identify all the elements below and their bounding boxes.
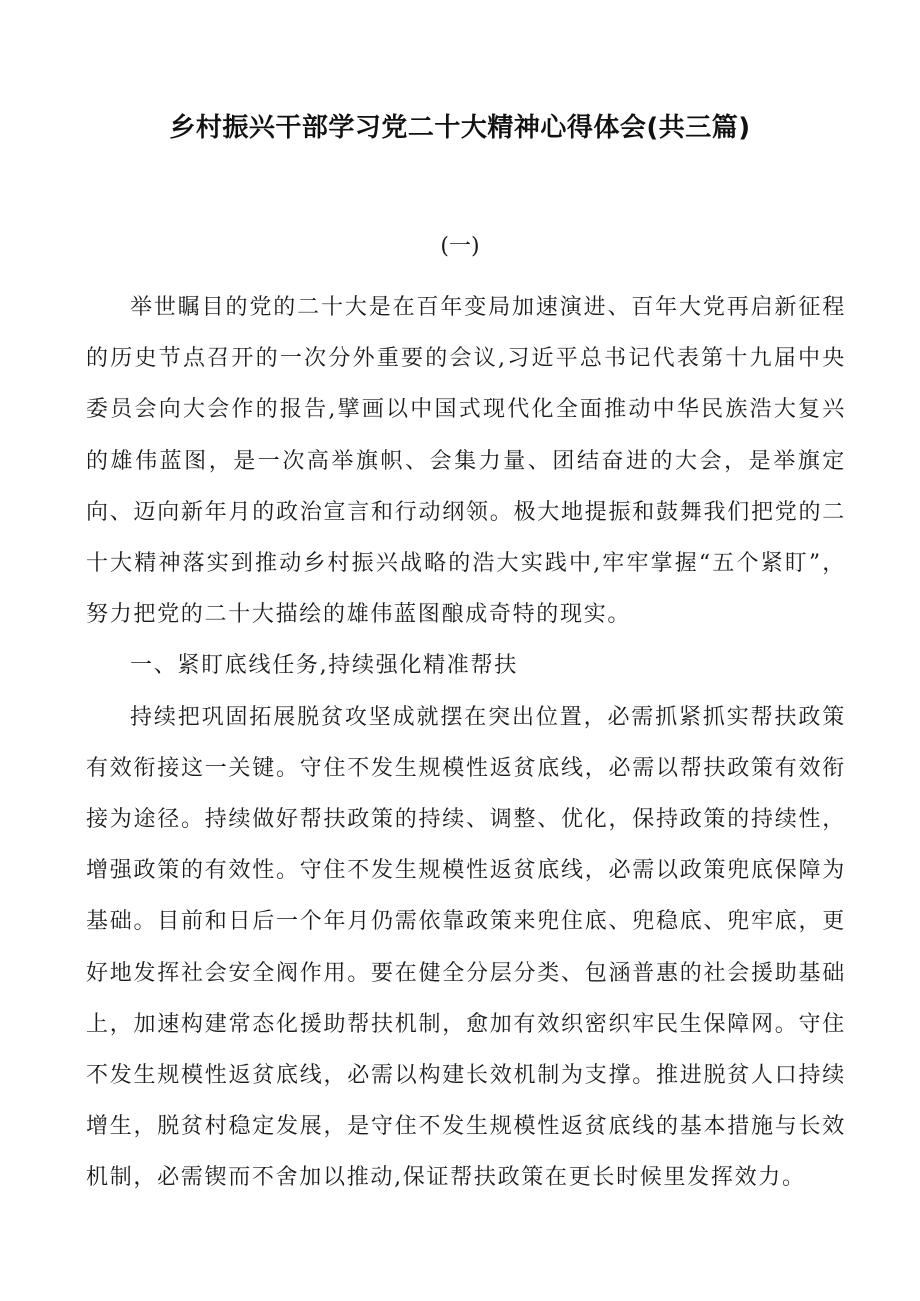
document-title: 乡村振兴干部学习党二十大精神心得体会(共三篇) <box>169 113 751 143</box>
section-heading-1: 一、紧盯底线任务,持续强化精准帮扶 <box>130 653 518 679</box>
document-body <box>86 282 846 1204</box>
paragraph-body-1: 持续把巩固拓展脱贫攻坚成就摆在突出位置，必需抓紧抓实帮扶政策有效衔接这一关键。守住不发生规模性返贫底线，必需以帮扶政策有效衔接为途径。持续做好帮扶政策的持续、调整、优化，保持政策的持续性，增强政策的有效性。守住不发生规模性返贫底线，必需以政策兜底保障为基础。目前和日后一个年月仍需依靠政策来兜住底、兜稳底、兜牢底，更好地发挥社会安全阀作用。要在健全分层分类、包涵普惠的社会援助基础上，加速构建常态化援助帮扶机制，愈加有效织密织牢民生保障网。守住不发生规模性返贫底线，必需以构建长效机制为支撑。推进脱贫人口持续增生，脱贫村稳定发展，是守住不发生规模性返贫底线的基本措施与长效机制，必需锲而不舍加以推动,保证帮扶政策在更长时候里发挥效力。 <box>86 704 846 1191</box>
paragraph-intro: 举世瞩目的党的二十大是在百年变局加速演进、百年大党再启新征程的历史节点召开的一次分外重要的会议,习近平总书记代表第十九届中央委员会向大会作的报告,擘画以中国式现代化全面推动中华民族浩大复兴的雄伟蓝图，是一次高举旗帜、会集力量、团结奋进的大会，是举旗定向、迈向新年月的政治宣言和行动纲领。极大地提振和鼓舞我们把党的二十大精神落实到推动乡村振兴战略的浩大实践中,牢牢掌握“五个紧盯”，努力把党的二十大描绘的雄伟蓝图酿成奇特的现实。 <box>86 295 846 628</box>
section-number: (一) <box>440 234 480 259</box>
